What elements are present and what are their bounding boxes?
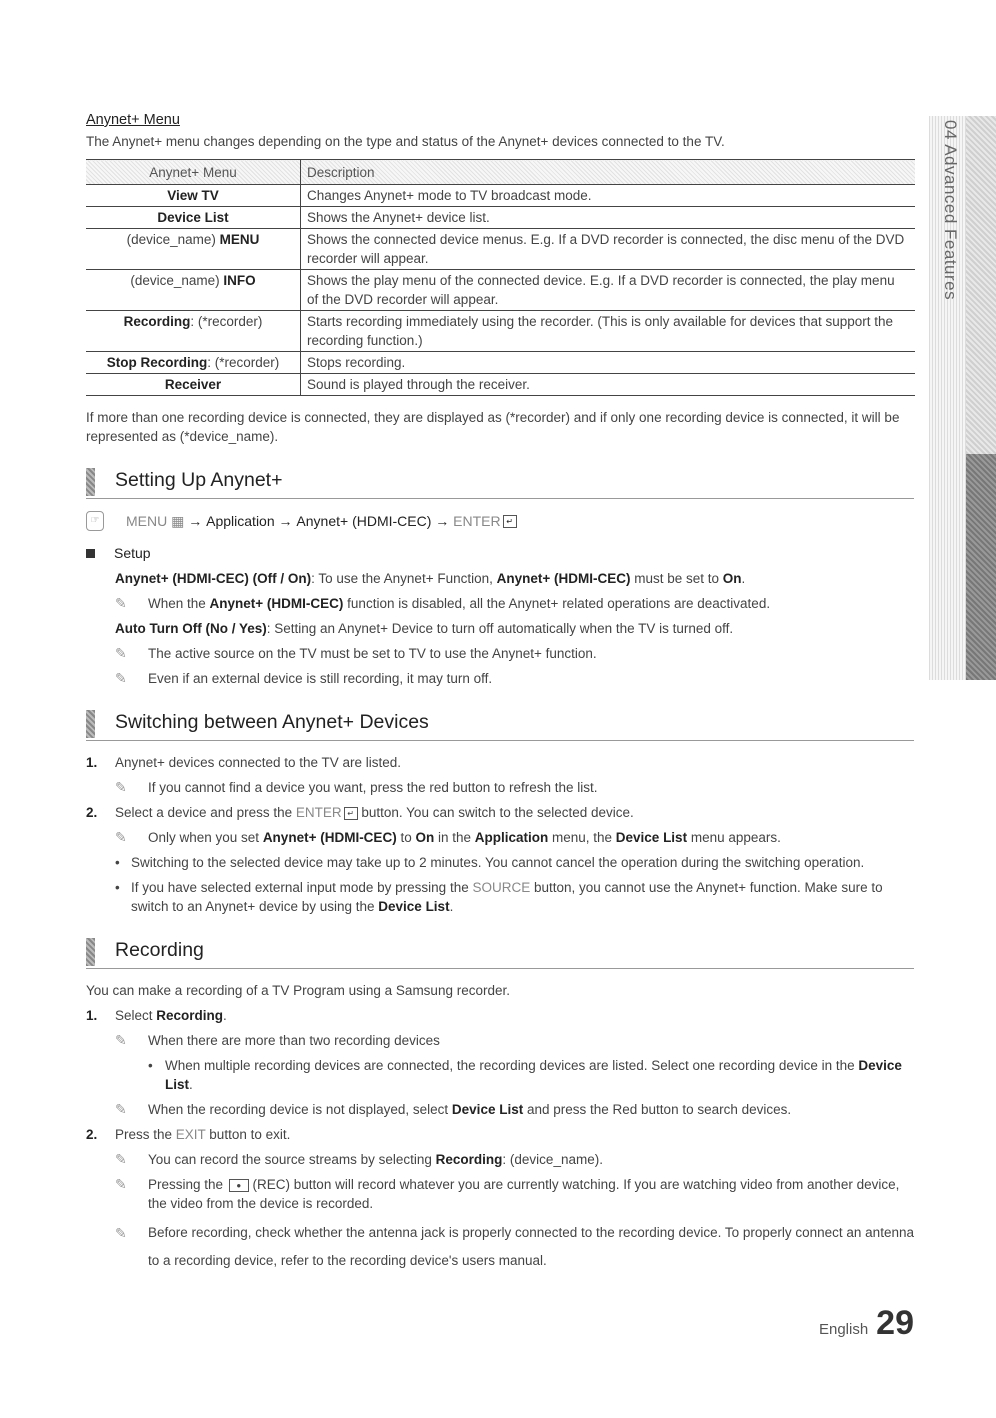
menu-cell: [86, 270, 301, 311]
step-item: [86, 1006, 914, 1025]
note-text-bold: Anynet+ (HDMI-CEC): [209, 596, 344, 611]
note-text-part: When the recording device is not displayed, select: [148, 1102, 452, 1117]
note-line: [86, 1219, 914, 1275]
note-text-part: to: [396, 830, 416, 845]
note-text-bold: On: [415, 830, 435, 845]
page-footer: [819, 1304, 914, 1343]
step-text-part: button. You can switch to the selected device.: [357, 805, 634, 820]
step-text-part: button to exit.: [205, 1127, 291, 1142]
menu-path-application: Application: [206, 513, 275, 529]
setup-item-label: Auto Turn Off (No / Yes): [115, 621, 267, 636]
rec-button-icon: ●: [229, 1179, 249, 1192]
note-pencil-icon: ✎: [115, 595, 127, 611]
note-text-part: menu, the: [548, 830, 616, 845]
menu-path-enter: ENTER: [453, 513, 501, 529]
menu-cell-bold: Receiver: [164, 377, 222, 392]
bullet-text-part: .: [449, 899, 454, 914]
square-bullet-icon: [86, 549, 95, 558]
note-text-part: : (device_name).: [502, 1152, 603, 1167]
bullet-item: [86, 853, 914, 872]
setup-item-bold: Anynet+ (HDMI-CEC): [496, 571, 631, 586]
section-bar: [86, 468, 95, 496]
step-text-part: Press the: [115, 1127, 176, 1142]
arrow-icon: →: [188, 513, 203, 529]
note-pencil-icon: ✎: [115, 779, 127, 795]
setup-item-text: .: [741, 571, 746, 586]
note-line: [86, 1150, 914, 1169]
table-header-row: [86, 160, 915, 185]
note-text-part: and press the Red button to search devices.: [523, 1102, 792, 1117]
menu-path: [86, 511, 914, 531]
bullet-dot-icon: •: [115, 855, 120, 870]
bullet-item: [86, 878, 914, 916]
setup-item-auto-turn-off: [86, 619, 914, 638]
bullet-text-part: button, you cannot use the Anynet+ function. Make sure to switch to an Anynet+ device by using the: [131, 880, 883, 914]
bullet-text: Switching to the selected device may take up to 2 minutes. You cannot cancel the operation during the switching operation.: [131, 855, 865, 870]
menu-hand-icon: ☞: [86, 511, 104, 531]
table-row: [86, 229, 915, 270]
note-line: [86, 1175, 914, 1213]
anynet-menu-title: Anynet+ Menu: [86, 112, 180, 128]
arrow-icon: →: [435, 513, 450, 529]
menu-path-anynet: Anynet+ (HDMI-CEC): [296, 513, 432, 529]
setup-item-bold: On: [722, 571, 742, 586]
step-text-bold: Recording: [156, 1008, 224, 1023]
table-row: [86, 352, 915, 374]
description-cell: Shows the connected device menus. E.g. If a DVD recorder is connected, the disc menu of the DVD recorder will appear.: [301, 229, 916, 270]
table-row: [86, 374, 915, 396]
note-text-bold: Device List: [451, 1102, 524, 1117]
note-text: The active source on the TV must be set to TV to use the Anynet+ function.: [148, 646, 597, 661]
menu-cell-suffix: : (*recorder): [207, 355, 280, 370]
note-line: [86, 1100, 914, 1119]
note-text-part: Pressing the: [148, 1177, 227, 1192]
side-tab-marker: [966, 454, 996, 680]
note-pencil-icon: ✎: [115, 1225, 127, 1241]
description-cell: Shows the Anynet+ device list.: [301, 207, 916, 229]
step-number: 2.: [86, 805, 98, 820]
menu-cell-bold: Recording: [123, 314, 191, 329]
section-bar: [86, 710, 95, 738]
step-item: [86, 753, 914, 772]
exit-label: EXIT: [175, 1127, 206, 1142]
bullet-text-part: .: [189, 1077, 193, 1092]
bullet-text: [165, 1056, 914, 1094]
bullet-dot-icon: •: [148, 1058, 153, 1073]
section-heading-setup: [86, 468, 914, 499]
step-text-part: .: [223, 1008, 227, 1023]
step-number: 2.: [86, 1127, 98, 1142]
section-bar: [86, 938, 95, 966]
setup-subheading: [86, 545, 914, 561]
bullet-text: [131, 878, 914, 916]
section-heading-switching: [86, 710, 914, 741]
note-pencil-icon: ✎: [115, 1032, 127, 1048]
table-header-menu: Anynet+ Menu: [86, 160, 301, 185]
bullet-text-bold: Device List: [378, 899, 450, 914]
description-cell: Stops recording.: [301, 352, 916, 374]
menu-cell-suffix: : (*recorder): [190, 314, 263, 329]
menu-cell: [86, 185, 301, 207]
note-text: Even if an external device is still recording, it may turn off.: [148, 671, 493, 686]
setup-subheading-text: Setup: [114, 545, 151, 561]
step-text: [115, 1006, 227, 1025]
note-line: [86, 594, 914, 613]
note-text: When there are more than two recording devices: [148, 1033, 440, 1048]
note-text-bold: Recording: [435, 1152, 503, 1167]
table-row: [86, 311, 915, 352]
setup-item-label: Anynet+ (HDMI-CEC) (Off / On): [115, 571, 312, 586]
description-cell: Changes Anynet+ mode to TV broadcast mode.: [301, 185, 916, 207]
note-text-part: Only when you set: [148, 830, 263, 845]
note-pencil-icon: ✎: [115, 670, 127, 686]
menu-cell: [86, 229, 301, 270]
note-text-part: When the: [148, 596, 210, 611]
table-row: [86, 185, 915, 207]
menu-cell: [86, 352, 301, 374]
bullet-dot-icon: •: [115, 880, 120, 895]
note-text: If you cannot find a device you want, press the red button to refresh the list.: [148, 780, 598, 795]
note-pencil-icon: ✎: [115, 1151, 127, 1167]
note-text: [148, 828, 781, 847]
enter-key-icon: ↵: [503, 515, 517, 528]
menu-cell-bold: MENU: [219, 232, 260, 247]
note-line: [86, 828, 914, 847]
step-text: [115, 803, 634, 822]
step-number: 1.: [86, 755, 98, 770]
step-item: [86, 803, 914, 822]
step-number: 1.: [86, 1008, 98, 1023]
bullet-text-part: If you have selected external input mode by pressing the: [131, 880, 473, 895]
menu-cell-prefix: (device_name): [130, 273, 224, 288]
menu-cell: [86, 374, 301, 396]
step-text: Anynet+ devices connected to the TV are listed.: [115, 755, 402, 770]
section-title: Recording: [115, 939, 204, 961]
menu-cell: [86, 207, 301, 229]
note-text: Before recording, check whether the antenna jack is properly connected to the recording device. To properly connect an antenna to a recording device, refer to the recording device's users manual.: [148, 1225, 914, 1268]
table-row: [86, 207, 915, 229]
note-line: [86, 644, 914, 663]
enter-key-icon: ↵: [344, 807, 358, 820]
note-text-part: menu appears.: [687, 830, 781, 845]
menu-grid-icon: ▦: [167, 512, 189, 529]
bullet-item: [86, 1056, 914, 1094]
note-pencil-icon: ✎: [115, 645, 127, 661]
anynet-menu-table: [86, 159, 915, 396]
description-cell: Starts recording immediately using the recorder. (This is only available for devices that support the recording function.): [301, 311, 916, 352]
side-tab-label: 04 Advanced Features: [941, 120, 960, 301]
note-pencil-icon: ✎: [115, 829, 127, 845]
note-text-bold: Device List: [615, 830, 688, 845]
footer-language: English: [818, 1321, 869, 1338]
section-heading-recording: [86, 938, 914, 969]
table-header-description: Description: [301, 160, 916, 185]
section-title: Setting Up Anynet+: [115, 469, 283, 491]
arrow-icon: →: [278, 513, 293, 529]
note-text-part: function is disabled, all the Anynet+ related operations are deactivated.: [343, 596, 771, 611]
section-title: Switching between Anynet+ Devices: [115, 711, 429, 733]
menu-cell-bold: Stop Recording: [106, 355, 208, 370]
step-text: [115, 1125, 290, 1144]
page-number: 29: [876, 1304, 914, 1342]
note-line: [86, 778, 914, 797]
description-cell: Shows the play menu of the connected device. E.g. If a DVD recorder is connected, the play menu of the DVD recorder will appear.: [301, 270, 916, 311]
note-text: [148, 1150, 603, 1169]
step-item: [86, 1125, 914, 1144]
table-row: [86, 270, 915, 311]
page-content: [86, 112, 914, 1281]
bullet-text-part: When multiple recording devices are connected, the recording devices are listed. Select one recording device in the: [165, 1058, 859, 1073]
menu-cell: [86, 311, 301, 352]
note-text: [148, 1100, 791, 1119]
setup-item-text: : To use the Anynet+ Function,: [311, 571, 497, 586]
note-text-part: You can record the source streams by selecting: [148, 1152, 436, 1167]
note-text-part: (REC) button will record whatever you are currently watching. If you are watching video from another device, the video from the device is recorded.: [148, 1177, 900, 1211]
setup-item-text: must be set to: [630, 571, 723, 586]
note-pencil-icon: ✎: [115, 1101, 127, 1117]
setup-item-text: : Setting an Anynet+ Device to turn off automatically when the TV is turned off.: [266, 621, 734, 636]
note-pencil-icon: ✎: [115, 1176, 127, 1192]
bullet-text-bold: Device List: [165, 1058, 902, 1092]
note-line: [86, 1031, 914, 1050]
step-text-part: Select a device and press the: [115, 805, 296, 820]
anynet-menu-intro: The Anynet+ menu changes depending on the type and status of the Anynet+ devices connected to the TV.: [86, 134, 725, 149]
note-line: [86, 669, 914, 688]
setup-item-anynet: [86, 569, 914, 588]
note-text: [148, 1175, 914, 1213]
source-label: SOURCE: [472, 880, 531, 895]
recording-intro: You can make a recording of a TV Program using a Samsung recorder.: [86, 983, 510, 998]
menu-cell-prefix: (device_name): [126, 232, 220, 247]
note-text: [148, 594, 770, 613]
note-text-bold: Anynet+ (HDMI-CEC): [262, 830, 397, 845]
description-cell: Sound is played through the receiver.: [301, 374, 916, 396]
menu-cell-bold: View TV: [167, 188, 219, 203]
menu-cell-bold: INFO: [223, 273, 256, 288]
menu-cell-bold: Device List: [157, 210, 229, 225]
recorder-note: If more than one recording device is connected, they are displayed as (*recorder) and if only one recording device is connected, it will be represented as (*device_name).: [86, 410, 900, 444]
note-text-bold: Application: [474, 830, 549, 845]
menu-path-menu: MENU: [126, 513, 168, 529]
enter-label: ENTER: [295, 805, 342, 820]
step-text-part: Select: [115, 1008, 157, 1023]
note-text-part: in the: [434, 830, 475, 845]
